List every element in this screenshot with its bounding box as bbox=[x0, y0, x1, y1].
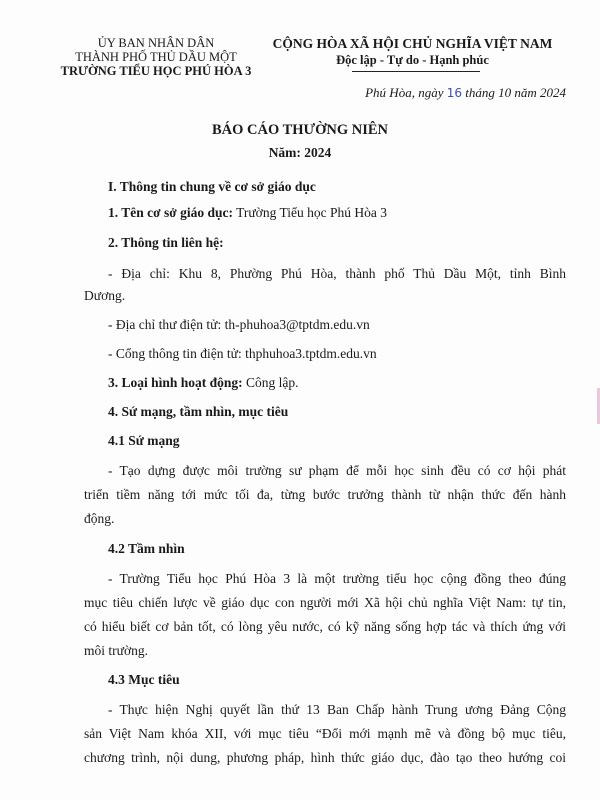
vision-line-1: - Trường Tiểu học Phú Hòa 3 là một trường tiểu học cộng đồng theo đúng bbox=[108, 571, 566, 586]
mission-line-3: động. bbox=[84, 511, 115, 526]
mission-heading: 4.1 Sứ mạng bbox=[108, 433, 180, 448]
report-year: Năm: 2024 bbox=[268, 145, 332, 160]
portal-line: - Cổng thông tin điện tử: thphuhoa3.tptdm.edu.vn bbox=[108, 346, 377, 361]
mission-line-1: - Tạo dựng được môi trường sư phạm để mỗi học sinh đều có cơ hội phát bbox=[108, 463, 566, 478]
issuing-agency-block bbox=[50, 36, 262, 78]
national-header-block bbox=[250, 36, 575, 68]
email-line: - Địa chỉ thư điện tử: th-phuhoa3@tptdm.edu.vn bbox=[108, 317, 370, 332]
vision-line-2: mục tiêu chiến lược về giáo dục con người mới Xã hội chủ nghĩa Việt Nam: tự tin, bbox=[84, 595, 566, 610]
address-line-2: Dương. bbox=[84, 288, 126, 303]
agency-line-2: THÀNH PHỐ THỦ DẦU MỘT bbox=[75, 50, 237, 64]
goals-heading: 4.3 Mục tiêu bbox=[108, 672, 180, 687]
agency-line-1: ỦY BAN NHÂN DÂN bbox=[97, 36, 215, 50]
item-contact-info-label: 2. Thông tin liên hệ: bbox=[108, 235, 224, 250]
mission-line-2: triển tiềm năng tới mức tối đa, từng bước trưởng thành từ nhận thức đến hành bbox=[84, 487, 566, 502]
goals-line-1: - Thực hiện Nghị quyết lần thứ 13 Ban Chấp hành Trung ương Đảng Cộng bbox=[108, 702, 566, 717]
date-line bbox=[365, 85, 566, 101]
item-operation-type bbox=[108, 375, 299, 391]
national-motto: Độc lập - Tự do - Hạnh phúc bbox=[336, 53, 489, 67]
country-name: CỘNG HÒA XÃ HỘI CHỦ NGHĨA VIỆT NAM bbox=[272, 36, 553, 51]
item-operation-type-label: 3. Loại hình hoạt động: bbox=[108, 375, 243, 390]
item-mission-vision-goals-heading: 4. Sứ mạng, tầm nhìn, mục tiêu bbox=[108, 404, 289, 419]
vision-line-3: có hiểu biết cơ bản tốt, có lòng yêu nước, có kỹ năng sống hợp tác và thích ứng với bbox=[84, 619, 566, 634]
date-suffix: tháng 10 năm 2024 bbox=[462, 85, 566, 100]
item-operation-type-value: Công lập. bbox=[242, 375, 299, 390]
item-school-name bbox=[108, 205, 387, 221]
vision-heading: 4.2 Tầm nhìn bbox=[108, 541, 185, 556]
goals-line-3: chương trình, nội dung, phương pháp, hình thức giáo dục, đào tạo theo hướng coi bbox=[84, 750, 566, 765]
report-title: BÁO CÁO THƯỜNG NIÊN bbox=[211, 122, 389, 138]
vision-line-4: môi trường. bbox=[84, 643, 148, 658]
item-school-name-label: 1. Tên cơ sở giáo dục: bbox=[108, 205, 233, 220]
school-name: TRƯỜNG TIỂU HỌC PHÚ HÒA 3 bbox=[60, 64, 252, 78]
date-day-handwritten: 16 bbox=[446, 86, 462, 100]
section-heading-general-info: I. Thông tin chung về cơ sở giáo dục bbox=[108, 179, 316, 194]
goals-line-2: sản Việt Nam khóa XII, với mục tiêu “Đổi mới mạnh mẽ và đồng bộ mục tiêu, bbox=[84, 726, 566, 741]
date-prefix: Phú Hòa, ngày bbox=[365, 85, 447, 100]
address-line-1: - Địa chỉ: Khu 8, Phường Phú Hòa, thành phố Thủ Dầu Một, tỉnh Bình bbox=[108, 266, 566, 281]
motto-underline bbox=[352, 71, 480, 72]
item-school-name-value: Trường Tiểu học Phú Hòa 3 bbox=[232, 205, 387, 220]
